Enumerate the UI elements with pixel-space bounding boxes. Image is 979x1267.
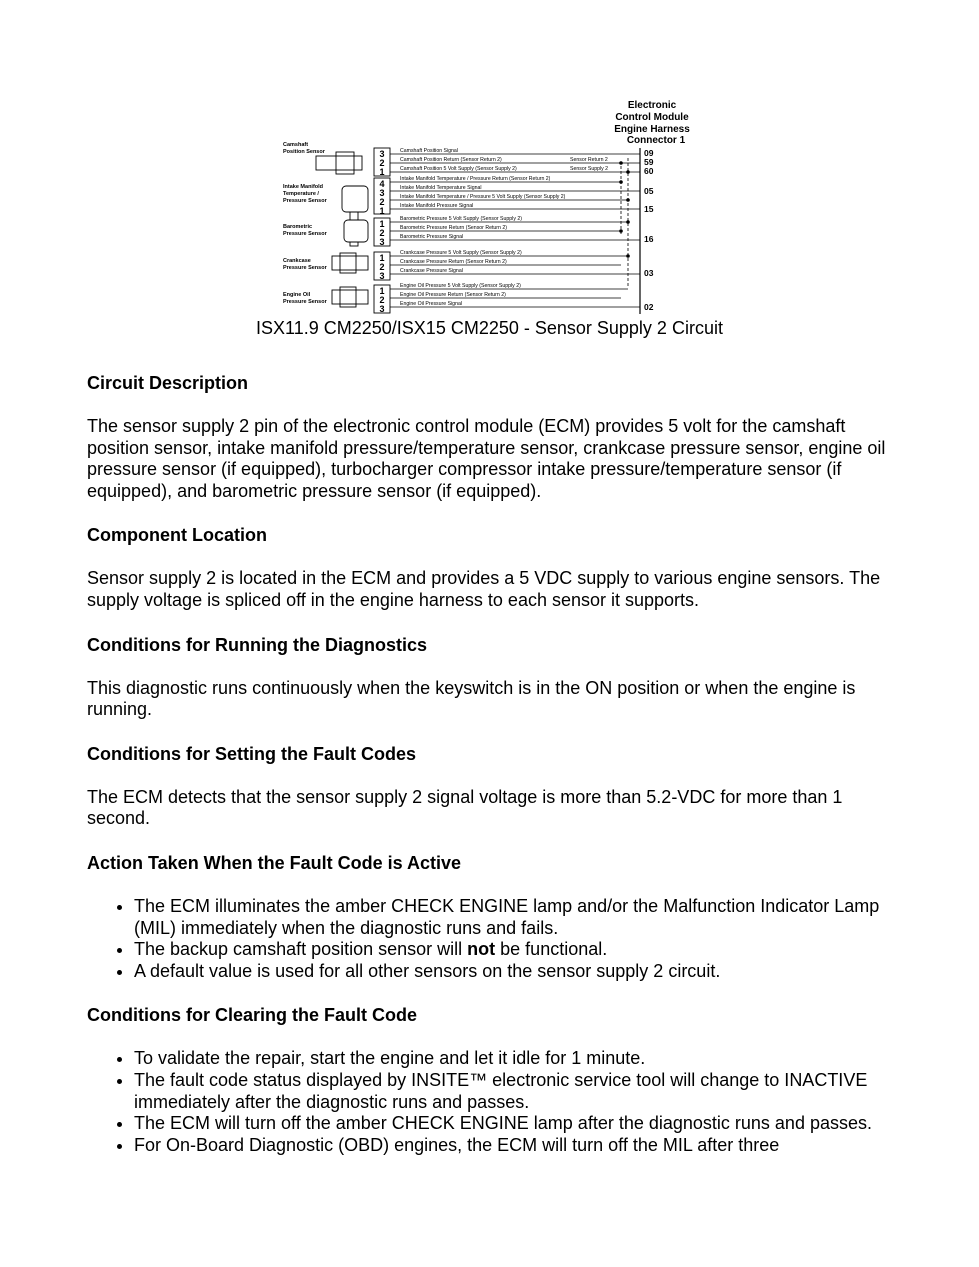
oil-pressure-sensor-icon <box>332 290 368 304</box>
barometric-pin: 1 <box>379 219 385 229</box>
crankcase-sensor-label-2: Pressure Sensor <box>283 265 327 271</box>
conditions-running-text: This diagnostic runs continuously when the keyswitch is in the ON position or when the engine is running. <box>87 677 856 720</box>
intake-pin: 1 <box>379 206 385 216</box>
conditions-clearing-heading: Conditions for Clearing the Fault Code <box>87 1005 417 1026</box>
oil-sensor-label-1: Engine Oil <box>283 292 311 298</box>
barometric-sensor-icon <box>344 220 368 242</box>
intake-sensor-label-1: Intake Manifold <box>283 184 324 190</box>
ecm-title-line-3: Engine Harness <box>614 124 690 135</box>
ecm-pin-16: 16 <box>644 234 654 244</box>
oil-pin: 2 <box>379 295 385 305</box>
crankcase-sensor-icon <box>332 256 368 270</box>
ecm-title-line-2: Control Module <box>615 112 689 123</box>
list-item: • For On-Board Diagnostic (OBD) engines, the ECM will turn off the MIL after three <box>134 1135 907 1157</box>
ecm-pin-60: 60 <box>644 166 654 176</box>
oil-pin: 1 <box>379 286 385 296</box>
wire-label: Intake Manifold Temperature / Pressure Return (Sensor Return 2) <box>400 176 551 182</box>
crankcase-pin: 3 <box>379 271 385 281</box>
list-item: • The fault code status displayed by INSITE™ electronic service tool will change to INACTIVE immediately after the diagnostic runs and passes. <box>134 1070 907 1113</box>
circuit-description-text: The sensor supply 2 pin of the electronic control module (ECM) provides 5 volt for the camshaft position sensor, intake manifold pressure/temperature sensor, crankcase pressure sensor, engine oil pressure sensor (if equipped), turbocharger compressor intake pressure/temperature sensor (if equipped), and barometric pressure sensor (if equipped). <box>87 416 886 501</box>
conditions-running-heading: Conditions for Running the Diagnostics <box>87 634 427 655</box>
wire-label: Engine Oil Pressure Return (Sensor Return 2) <box>400 292 506 298</box>
barometric-pin: 3 <box>379 237 385 247</box>
camshaft-pin: 2 <box>379 158 385 168</box>
ecm-pin-59: 59 <box>644 157 654 167</box>
document-body <box>87 372 907 1178</box>
list-item: • To validate the repair, start the engine and let it idle for 1 minute. <box>134 1048 907 1070</box>
intake-sensor-icon <box>342 186 368 212</box>
barometric-pin: 2 <box>379 228 385 238</box>
wire-label: Intake Manifold Pressure Signal <box>400 203 474 209</box>
wire-label: Crankcase Pressure 5 Volt Supply (Sensor Supply 2) <box>400 250 522 256</box>
ecm-pin-05: 05 <box>644 186 654 196</box>
ecm-pin-15: 15 <box>644 204 654 214</box>
oil-pin: 3 <box>379 304 385 314</box>
intake-pin: 3 <box>379 188 385 198</box>
wire-label: Barometric Pressure 5 Volt Supply (Sensor Supply 2) <box>400 216 522 222</box>
wire-label: Engine Oil Pressure 5 Volt Supply (Sensor Supply 2) <box>400 283 521 289</box>
ecm-title-line-1: Electronic <box>627 100 677 111</box>
crankcase-pin: 2 <box>379 262 385 272</box>
camshaft-pin: 3 <box>379 149 385 159</box>
wire-label: Camshaft Position 5 Volt Supply (Sensor Supply 2) <box>400 166 517 172</box>
sensor-supply-2-wiring-diagram <box>278 96 698 318</box>
action-taken-heading: Action Taken When the Fault Code is Active <box>87 852 462 873</box>
sensor-supply-2-label: Sensor Supply 2 <box>570 166 609 172</box>
wire-label: Intake Manifold Temperature / Pressure 5 Volt Supply (Sensor Supply 2) <box>400 194 566 200</box>
list-item <box>134 939 907 961</box>
crankcase-pin: 1 <box>379 253 385 263</box>
wire-label: Intake Manifold Temperature Signal <box>400 185 482 191</box>
list-item: • The ECM illuminates the amber CHECK ENGINE lamp and/or the Malfunction Indicator Lamp (MIL) immediately when the diagnostic runs and fails. <box>134 896 907 939</box>
conditions-setting-heading: Conditions for Setting the Fault Codes <box>87 743 416 764</box>
component-location-heading: Component Location <box>87 525 267 546</box>
wire-label: Crankcase Pressure Signal <box>400 268 463 274</box>
list-item: • The ECM will turn off the amber CHECK ENGINE lamp after the diagnostic runs and passes. <box>134 1113 907 1135</box>
sensor-return-2-label: Sensor Return 2 <box>570 157 608 163</box>
ecm-title-line-4: Connector 1 <box>626 135 686 146</box>
conditions-setting-text: The ECM detects that the sensor supply 2 signal voltage is more than 5.2-VDC for more than 1 second. <box>87 786 843 829</box>
wire-label: Barometric Pressure Signal <box>400 234 464 240</box>
intake-pin: 2 <box>379 197 385 207</box>
barometric-sensor-label-2: Pressure Sensor <box>283 231 327 237</box>
action-taken-list <box>87 896 907 982</box>
conditions-clearing-list <box>87 1048 907 1156</box>
oil-sensor-label-2: Pressure Sensor <box>283 299 327 305</box>
barometric-sensor-label-1: Barometric <box>283 224 313 230</box>
wire-label: Crankcase Pressure Return (Sensor Return 2) <box>400 259 507 265</box>
wire-label: Engine Oil Pressure Signal <box>400 301 462 307</box>
ecm-pin-03: 03 <box>644 268 654 278</box>
wire-label: Camshaft Position Return (Sensor Return 2) <box>400 157 502 163</box>
crankcase-sensor-label-1: Crankcase <box>283 258 311 264</box>
intake-pin: 4 <box>379 179 385 189</box>
camshaft-sensor-label-1: Camshaft <box>283 142 309 148</box>
camshaft-sensor-label-2: Position Sensor <box>283 149 325 155</box>
camshaft-pin: 1 <box>379 167 385 177</box>
ecm-pin-02: 02 <box>644 302 654 312</box>
list-item: • A default value is used for all other sensors on the sensor supply 2 circuit. <box>134 961 907 983</box>
wire-label: Camshaft Position Signal <box>400 148 458 154</box>
list-item-text: be functional. <box>495 939 608 960</box>
wire-label: Barometric Pressure Return (Sensor Return 2) <box>400 225 507 231</box>
diagram-caption: ISX11.9 CM2250/ISX15 CM2250 - Sensor Supply 2 Circuit <box>256 318 723 338</box>
intake-sensor-label-2: Temperature / <box>283 191 319 197</box>
ecm-pin-09: 09 <box>644 148 654 158</box>
camshaft-sensor-icon <box>316 156 362 170</box>
intake-sensor-label-3: Pressure Sensor <box>283 198 327 204</box>
list-item-text: The backup camshaft position sensor will <box>134 939 468 960</box>
circuit-description-heading: Circuit Description <box>87 373 249 393</box>
component-location-text: Sensor supply 2 is located in the ECM and provides a 5 VDC supply to various engine sensors. The supply voltage is spliced off in the engine harness to each sensor it supports. <box>87 568 881 610</box>
list-item-bold: not <box>467 939 496 960</box>
